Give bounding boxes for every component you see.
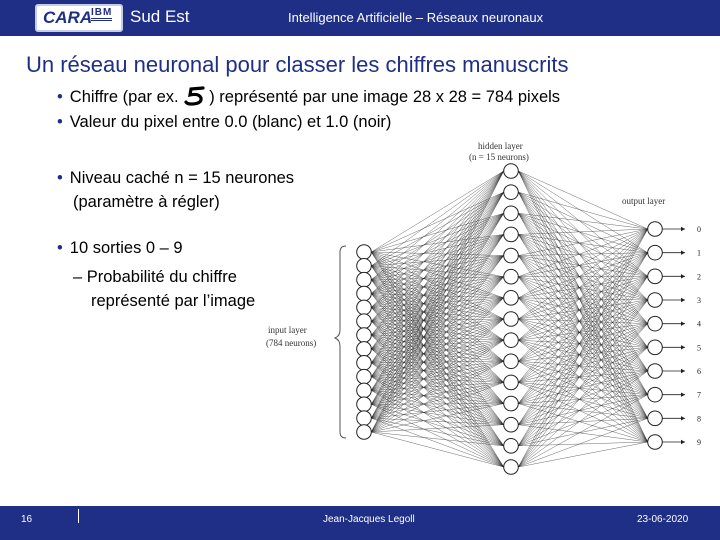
output-digit-label: 7 — [697, 390, 701, 400]
bullet-pixel-text: Valeur du pixel entre 0.0 (blanc) et 1.0 (noir) — [69, 113, 392, 131]
input-neuron — [357, 286, 372, 301]
input-neuron — [357, 314, 372, 329]
input-neuron — [357, 369, 372, 384]
output-arrow-head-icon — [681, 250, 685, 254]
input-neuron — [357, 425, 372, 440]
connection-line — [371, 390, 503, 467]
sub-bullet-probability: – Probabilité du chiffre — [73, 268, 237, 286]
output-neuron — [648, 387, 663, 402]
footer-author: Jean-Jacques Legoll — [323, 514, 415, 525]
hidden-layer-count-label: (n = 15 neurons) — [469, 152, 529, 162]
input-neuron — [357, 300, 372, 315]
connection-line — [518, 234, 647, 300]
slide-title: Un réseau neuronal pour classer les chiffres manuscrits — [26, 52, 569, 77]
input-neuron — [357, 259, 372, 274]
output-arrow-head-icon — [681, 274, 685, 278]
footer-divider — [78, 509, 79, 523]
output-neuron — [648, 435, 663, 450]
input-neuron — [357, 383, 372, 398]
connection-line — [518, 229, 647, 298]
connection-line — [371, 192, 503, 266]
output-digit-label: 0 — [697, 225, 701, 234]
connection-line — [518, 213, 647, 229]
bullet-text-after: ) représenté par une image 28 x 28 = 784 pixels — [209, 88, 561, 106]
output-digit-label: 6 — [697, 367, 701, 376]
hidden-neuron — [504, 291, 519, 306]
hidden-neuron — [504, 312, 519, 327]
output-digit-label: 3 — [697, 296, 701, 305]
sub-bullet-probability-continuation: représenté par l’image — [91, 292, 256, 310]
logo-cara-text: CARA — [43, 8, 93, 27]
input-neuron — [357, 272, 372, 287]
output-digit-label: 4 — [697, 319, 701, 329]
output-digit-label: 8 — [697, 414, 701, 424]
hidden-neuron — [504, 185, 519, 200]
output-neuron — [648, 411, 663, 426]
output-neuron — [648, 364, 663, 379]
hidden-neuron — [504, 375, 519, 390]
logo-ibm-text: IBM — [91, 7, 112, 21]
output-arrow-head-icon — [681, 298, 685, 302]
bullet-hidden-continuation: (paramètre à régler) — [73, 193, 220, 211]
output-arrow-head-icon — [681, 416, 685, 420]
connection-line — [371, 277, 503, 432]
bullet-dot-icon: • — [57, 113, 63, 131]
output-digit-label: 2 — [697, 272, 701, 282]
bullet-dot-icon: • — [57, 169, 63, 187]
output-arrow-head-icon — [681, 392, 685, 396]
input-neuron — [357, 342, 372, 357]
footer-date: 23-06-2020 — [637, 514, 689, 525]
input-neuron — [357, 355, 372, 370]
hidden-neuron — [504, 206, 519, 221]
hidden-neuron — [504, 227, 519, 242]
output-arrow-head-icon — [681, 321, 685, 325]
output-arrow-head-icon — [681, 345, 685, 349]
output-digit-labels — [662, 225, 701, 447]
output-arrow-head-icon — [681, 440, 685, 444]
connection-line — [371, 171, 503, 335]
output-neuron — [648, 340, 663, 355]
output-arrow-head-icon — [681, 227, 685, 231]
bullet-dot-icon: • — [57, 88, 63, 106]
output-digit-label: 1 — [697, 248, 701, 258]
input-neuron — [357, 411, 372, 426]
header-org: Sud Est — [130, 7, 190, 26]
output-arrow-head-icon — [681, 369, 685, 373]
connection-line — [371, 418, 503, 467]
hidden-neuron — [504, 460, 519, 475]
output-neuron — [648, 222, 663, 237]
bullet-hidden-text: Niveau caché n = 15 neurones — [69, 169, 295, 187]
hidden-neuron — [504, 248, 519, 263]
input-brace — [335, 246, 346, 438]
hidden-neuron — [504, 439, 519, 454]
connection-line — [518, 213, 647, 276]
connection-line — [518, 371, 647, 467]
hidden-neuron — [504, 269, 519, 284]
page-number: 16 — [21, 514, 33, 525]
hidden-neuron — [504, 354, 519, 369]
connection-line — [518, 347, 647, 467]
connection-line — [518, 234, 647, 323]
input-neuron — [357, 328, 372, 343]
output-neuron — [648, 316, 663, 331]
output-layer-label: output layer — [622, 196, 666, 206]
connection-line — [371, 418, 503, 446]
hidden-neuron — [504, 396, 519, 411]
connection-line — [518, 171, 647, 300]
hidden-neuron — [504, 333, 519, 348]
output-neuron — [648, 245, 663, 260]
hidden-layer-label: hidden layer — [478, 141, 523, 151]
output-neuron — [648, 269, 663, 284]
connection-line — [371, 234, 503, 307]
output-digit-label: 9 — [697, 438, 701, 447]
header-title: Intelligence Artificielle – Réseaux neuronaux — [288, 10, 544, 25]
connection-line — [371, 425, 503, 432]
bullet-text-before: Chiffre (par ex. — [69, 88, 179, 106]
input-neuron — [357, 397, 372, 412]
input-layer-count-label: (784 neurons) — [266, 338, 317, 348]
output-digit-label: 5 — [697, 343, 701, 353]
input-layer-label: input layer — [268, 325, 307, 335]
bullet-outputs-text: 10 sorties 0 – 9 — [69, 239, 183, 257]
bullet-dot-icon: • — [57, 239, 63, 257]
hidden-neuron — [504, 417, 519, 432]
input-neuron — [357, 245, 372, 260]
hidden-neuron — [504, 164, 519, 179]
output-neuron — [648, 293, 663, 308]
